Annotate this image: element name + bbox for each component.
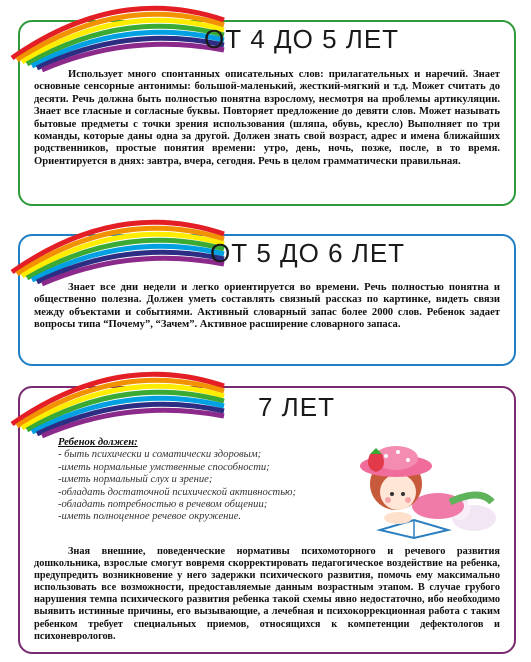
section-text-5-6: Знает все дни недели и легко ориентируется во времени. Речь полностью понятна и общественно полезна. Должен уметь составлять связный рассказ по картинке, видеть связи между объектами и событиями. Активный словарный запас более 2000 слов. Ребенок задает вопросы типа “Почему”, “Зачем”. Активное расширение словарного запаса.: [34, 282, 500, 331]
girl-reading-book-illustration: [352, 432, 502, 544]
section-title-5-6: ОТ 5 ДО 6 ЛЕТ: [210, 238, 406, 268]
section-text-4-5: Использует много спонтанных описательных слов: прилагательных и наречий. Знает основные сенсорные антонимы: большой-маленький, жесткий-мягкий и т.д. Может считать до десяти. Речь должна быть полностью понятна взрослому, несмотря на проблемы артикуляции. Знает все гласные и согласные буквы. Повторяет предложение до девяти слов. Может называть бытовые предметы с точки зрения использования (шляпа, обувь, кресло) Выполняет по три команды, которые даны одна за другой. Должен знать свой возраст, адрес и имена ближайших родственников, простые понятия времени: утро, день, ночь, позже, после, в то время. Ориентируется в днях: завтра, вчера, сегодня. Речь в целом грамматически правильная.: [34, 69, 500, 167]
requirement-item: -обладать потребностью в речевом общении;: [58, 499, 268, 511]
rainbow-decoration-2: [8, 212, 228, 274]
requirement-item: - быть психически и соматически здоровым;: [58, 449, 262, 461]
section-title-7: 7 ЛЕТ: [258, 392, 335, 422]
section-text-7: Зная внешние, поведенческие нормативы психомоторного и речевого развития дошкольника, взрослые смогут вовремя скорректировать педагогическое воздействие на ребенка, предупредить возникновение у него задержки психического развития, помочь ему максимально использовать все возможности, предоставляемые данным возрастным этапом. В случае грубого нарушения темпа психического развития ребенка такой схемы явно недостаточно, ибо необходимо выявить истинные причины, его вызывающие, а лечебная и психокоррекционная работа с таким ребенком требует специальных приемов, относящихся к компетенции дефектологов и психоневрологов.: [34, 546, 500, 642]
requirement-item: -иметь нормальные умственные способности;: [58, 461, 270, 473]
section-title-4-5: ОТ 4 ДО 5 ЛЕТ: [204, 24, 400, 54]
requirement-item: -иметь нормальный слух и зрение;: [58, 474, 213, 486]
requirement-item: -иметь полноценное речевое окружение.: [58, 511, 242, 523]
requirement-item: -обладать достаточной психической активностью;: [58, 486, 297, 498]
requirements-heading: Ребенок должен:: [58, 437, 138, 448]
rainbow-decoration-3: [8, 364, 228, 426]
requirements-list: [58, 437, 348, 524]
rainbow-decoration-1: [8, 0, 228, 60]
